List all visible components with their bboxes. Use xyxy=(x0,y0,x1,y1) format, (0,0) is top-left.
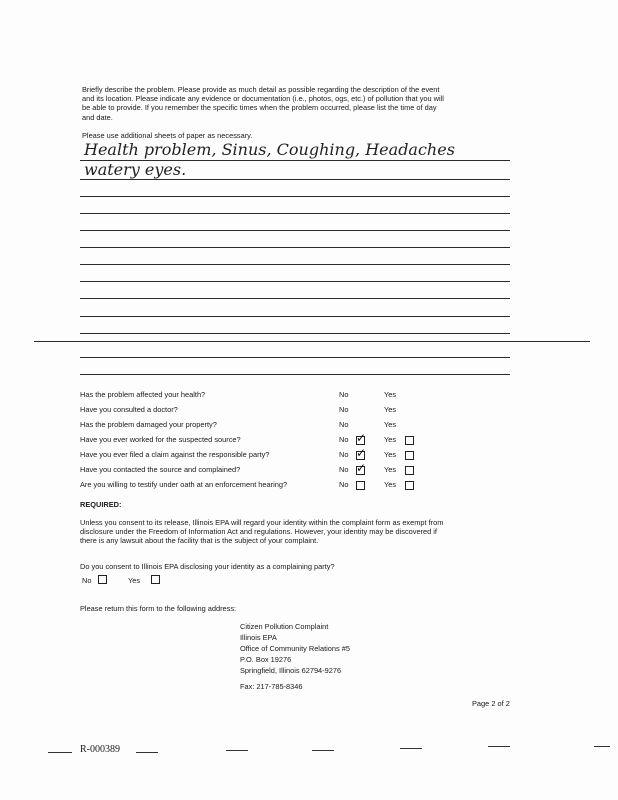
yes-checkbox[interactable] xyxy=(405,481,414,490)
consent-yes-label: Yes xyxy=(128,576,141,585)
writing-line xyxy=(80,281,510,282)
footer-rule xyxy=(488,746,510,747)
return-intro: Please return this form to the following address: xyxy=(80,604,237,613)
question-text: Have you ever worked for the suspected source? xyxy=(80,435,241,444)
no-label: No xyxy=(339,420,349,429)
yes-label: Yes xyxy=(384,390,397,399)
yes-label: Yes xyxy=(384,450,397,459)
address-line: Citizen Pollution Complaint xyxy=(240,622,329,631)
check-mark-icon: ✓ xyxy=(356,446,367,460)
writing-line xyxy=(80,316,510,317)
writing-line xyxy=(80,160,510,161)
required-text: Unless you consent to its release, Illinois EPA will regard your identity within the complaint form as exempt from disclosure under the Freedom of Information Act and regulations. However, your identity may be discovered if there is any lawsuit about the facility that is the subject of your complaint. xyxy=(80,518,444,546)
writing-line xyxy=(80,247,510,248)
writing-line xyxy=(80,333,510,334)
handwritten-answer-line1: Health problem, Sinus, Coughing, Headaches xyxy=(84,140,455,159)
yes-checkbox[interactable] xyxy=(405,436,414,445)
required-heading: REQUIRED: xyxy=(80,500,122,509)
writing-line xyxy=(80,357,510,358)
question-text: Have you consulted a doctor? xyxy=(80,405,178,414)
consent-question: Do you consent to Illinois EPA disclosing your identity as a complaining party? xyxy=(80,562,335,571)
writing-line xyxy=(80,179,510,180)
consent-yes-checkbox[interactable] xyxy=(151,575,160,584)
question-text: Has the problem damaged your property? xyxy=(80,420,217,429)
writing-line xyxy=(34,341,590,342)
yes-label: Yes xyxy=(384,435,397,444)
footer-rule xyxy=(48,752,72,753)
writing-line xyxy=(80,213,510,214)
writing-line xyxy=(80,264,510,265)
page-number: Page 2 of 2 xyxy=(472,699,510,708)
footer-rule xyxy=(400,748,422,749)
footer-rule xyxy=(312,750,334,751)
yes-label: Yes xyxy=(384,405,397,414)
footer-rule xyxy=(226,750,248,751)
address-line: P.O. Box 19276 xyxy=(240,655,292,664)
address-line: Office of Community Relations #5 xyxy=(240,644,350,653)
consent-no-label: No xyxy=(82,576,92,585)
question-text: Has the problem affected your health? xyxy=(80,390,206,399)
writing-line xyxy=(80,230,510,231)
question-text: Are you willing to testify under oath at an enforcement hearing? xyxy=(80,480,288,489)
description-instructions: Briefly describe the problem. Please provide as much detail as possible regarding the description of the event and its location. Please indicate any evidence or documentation (i.e., photos, ogs, etc.) of pollution that you will be able to provide. If you remember the specific times when the problem occurred, please list the time of day and date. xyxy=(82,85,444,122)
no-label: No xyxy=(339,450,349,459)
address-line: Springfield, Illinois 62794-9276 xyxy=(240,666,342,675)
check-mark-icon: ✓ xyxy=(356,461,367,475)
check-mark-icon: ✓ xyxy=(356,431,367,445)
writing-line xyxy=(80,196,510,197)
yes-label: Yes xyxy=(384,420,397,429)
bates-number: R-000389 xyxy=(80,744,120,755)
no-label: No xyxy=(339,465,349,474)
writing-line xyxy=(80,298,510,299)
handwritten-answer-line2: watery eyes. xyxy=(84,160,187,179)
question-text: Have you ever filed a claim against the responsible party? xyxy=(80,450,270,459)
footer-rule xyxy=(136,752,158,753)
footer-rule xyxy=(594,746,610,747)
yes-label: Yes xyxy=(384,465,397,474)
no-label: No xyxy=(339,405,349,414)
yes-checkbox[interactable] xyxy=(405,451,414,460)
no-label: No xyxy=(339,390,349,399)
address-line: Illinois EPA xyxy=(240,633,277,642)
no-label: No xyxy=(339,435,349,444)
no-label: No xyxy=(339,480,349,489)
writing-line xyxy=(80,374,510,375)
yes-checkbox[interactable] xyxy=(405,466,414,475)
no-checkbox[interactable] xyxy=(356,481,365,490)
consent-no-checkbox[interactable] xyxy=(98,575,107,584)
question-text: Have you contacted the source and complained? xyxy=(80,465,241,474)
fax-number: Fax: 217-785-8346 xyxy=(240,682,303,691)
yes-label: Yes xyxy=(384,480,397,489)
additional-sheets-note: Please use additional sheets of paper as necessary. xyxy=(82,131,253,140)
